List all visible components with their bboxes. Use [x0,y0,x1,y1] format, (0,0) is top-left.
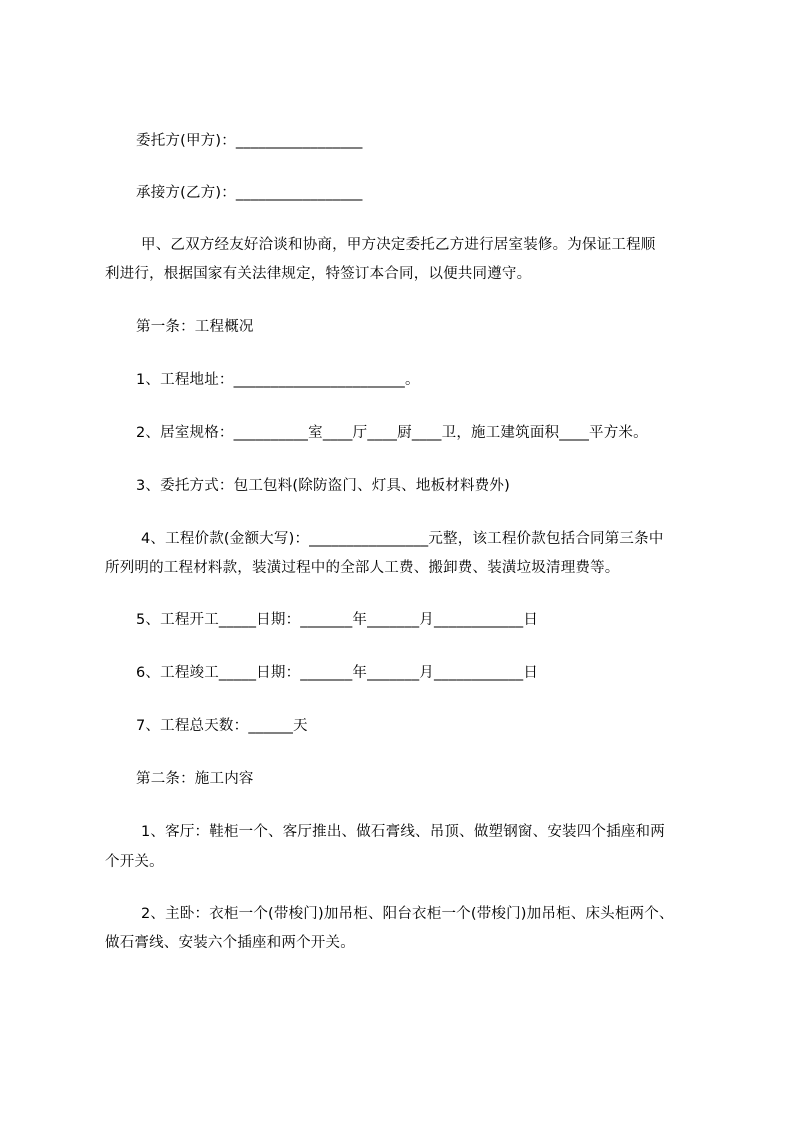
client-party-a-line: 委托方(甲方)：_________________ [136,133,363,149]
project-price-line-2: 所列明的工程材料款，装潢过程中的全部人工费、搬卸费、装潢垃圾清理费等。 [105,560,620,576]
room-spec-line: 2、居室规格：__________室____厅____厨____卫，施工建筑面积____平方米。 [136,425,648,441]
master-bedroom-line-1: 2、主卧：衣柜一个(带梭门)加吊柜、阳台衣柜一个(带梭门)加吊柜、床头柜两个、 [141,906,674,922]
preamble-line-1: 甲、乙双方经友好洽谈和协商，甲方决定委托乙方进行居室装修。为保证工程顺 [141,237,656,253]
project-price-line-1: 4、工程价款(金额大写)：________________元整，该工程价款包括合同第三条中 [141,531,664,547]
contractor-party-b-line: 承接方(乙方)：_________________ [136,185,363,201]
article-1-heading: 第一条：工程概况 [136,319,254,335]
start-date-line: 5、工程开工_____日期：_______年_______月____________日 [136,612,539,628]
preamble-line-2: 利进行，根据国家有关法律规定，特签订本合同，以便共同遵守。 [105,266,532,282]
article-2-heading: 第二条：施工内容 [136,771,254,787]
total-days-line: 7、工程总天数：______天 [136,718,308,734]
living-room-line-1: 1、客厅：鞋柜一个、客厅推出、做石膏线、吊顶、做塑钢窗、安装四个插座和两 [141,824,665,840]
master-bedroom-line-2: 做石膏线、安装六个插座和两个开关。 [105,935,355,951]
project-address-line: 1、工程地址：_______________________。 [136,372,420,388]
commission-method-line: 3、委托方式：包工包料(除防盗门、灯具、地板材料费外) [136,478,510,494]
living-room-line-2: 个开关。 [105,854,164,870]
completion-date-line: 6、工程竣工_____日期：_______年_______月____________日 [136,665,539,681]
